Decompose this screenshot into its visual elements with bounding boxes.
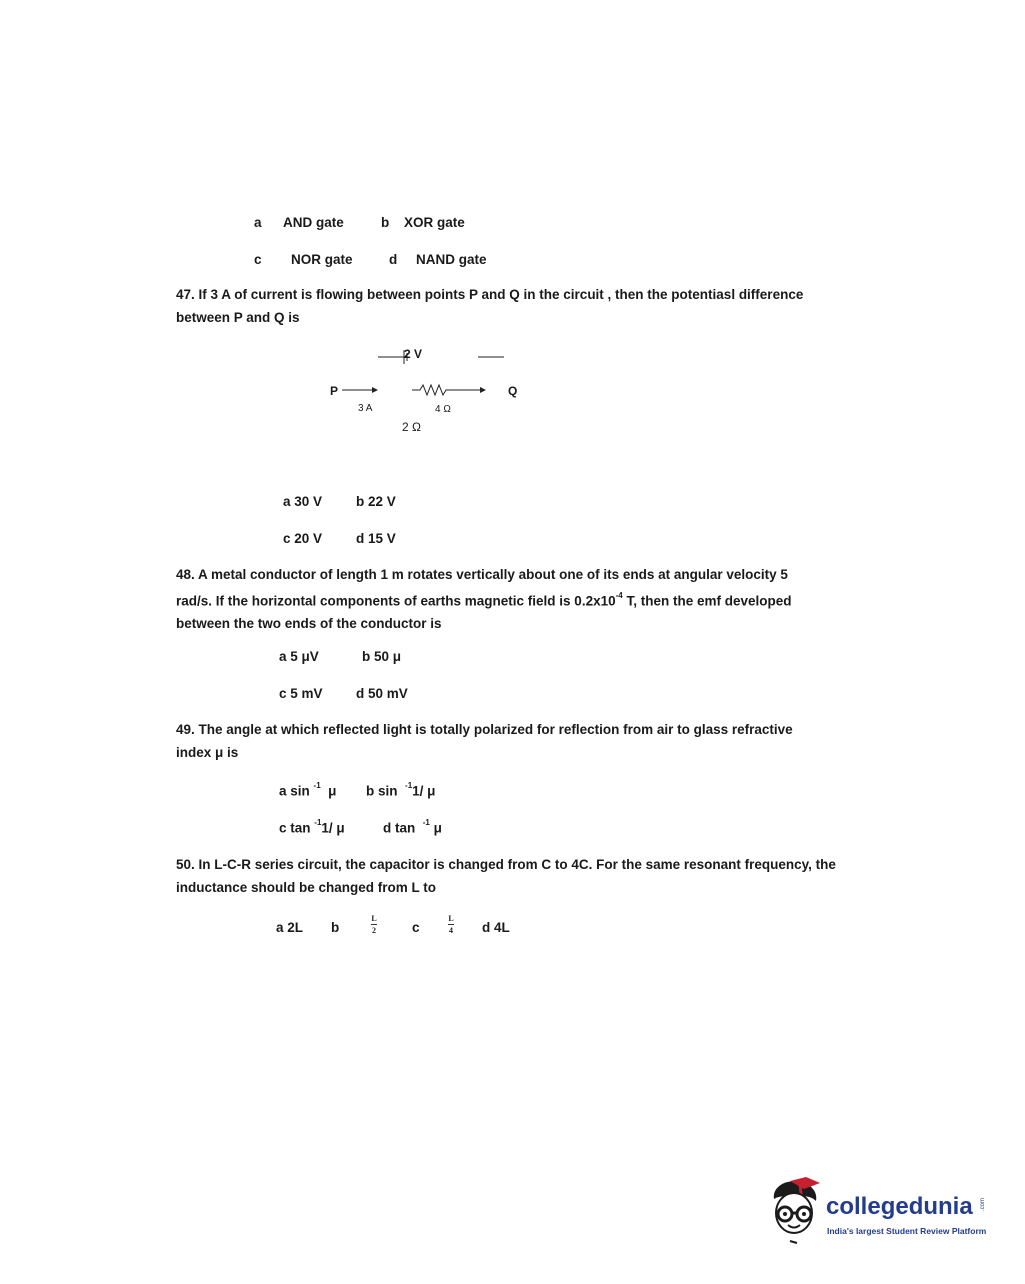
q50-option-b-fraction — [371, 914, 377, 935]
question-48-line-1: 48. A metal conductor of length 1 m rotates vertically about one of its ends at angular velocity 5 — [176, 567, 788, 582]
q49-option-d-arg: μ — [433, 820, 442, 836]
q49-option-b-exp: -1 — [405, 781, 413, 790]
q49-option-c-exp: -1 — [314, 818, 322, 827]
q50-option-c-denominator: 4 — [449, 926, 453, 935]
q47-option-d: d 15 V — [356, 531, 396, 546]
question-48-line-2a: rad/s. If the horizontal components of earths magnetic field is 0.2x10 — [176, 593, 616, 608]
q49-option-c — [279, 820, 345, 836]
question-48 — [176, 564, 876, 635]
fraction-bar — [371, 924, 377, 925]
q46-option-b: XOR gate — [404, 215, 465, 230]
q49-option-b — [366, 783, 435, 799]
battery-label: 2 V — [404, 347, 423, 361]
question-48-line-2 — [176, 587, 876, 613]
point-p-label: P — [330, 384, 339, 398]
q48-option-b: b 50 μ — [362, 649, 402, 664]
q49-option-d-exp: -1 — [422, 818, 430, 827]
q50-option-c-letter: c — [412, 920, 420, 935]
q48-option-d: d 50 mV — [356, 686, 408, 701]
q47-option-b: b 22 V — [356, 494, 396, 509]
current-label: 3 A — [358, 403, 373, 414]
question-50: 50. In L-C-R series circuit, the capacitor is changed from C to 4C. For the same resonant frequency, the inductance should be changed from L to — [176, 857, 836, 895]
q50-option-b-numerator: L — [371, 914, 377, 923]
q46-option-a-letter: a — [254, 215, 262, 230]
brand-tagline: India's largest Student Review Platform — [827, 1226, 987, 1236]
q47-option-c: c 20 V — [283, 531, 323, 546]
q46-option-d: NAND gate — [416, 252, 487, 267]
question-49 — [176, 719, 856, 764]
q50-option-c-fraction — [448, 914, 454, 935]
q49-option-a — [279, 783, 336, 799]
q50-option-a: a 2L — [276, 920, 304, 935]
q46-option-a: AND gate — [283, 215, 344, 230]
resistor-2-label: 2 Ω — [402, 420, 421, 434]
q50-option-d: d 4L — [482, 920, 510, 935]
q46-option-d-letter: d — [389, 252, 398, 267]
q47-option-a: a 30 V — [283, 494, 323, 509]
mascot-icon — [766, 1177, 824, 1247]
q49-option-a-arg: μ — [328, 783, 337, 799]
brand-suffix: .com — [980, 1198, 986, 1212]
question-49-line-2: index μ is — [176, 744, 239, 760]
q50-option-b-denominator: 2 — [372, 926, 376, 935]
q49-option-c-arg: 1/ μ — [321, 820, 345, 836]
q49-option-b-arg: 1/ μ — [412, 783, 436, 799]
fraction-bar — [448, 924, 454, 925]
question-49-line-1: 49. The angle at which reflected light is totally polarized for reflection from air to glass refractive — [176, 722, 793, 737]
q49-option-b-func: b sin — [366, 783, 398, 799]
q46-option-c-letter: c — [254, 252, 262, 267]
q49-option-d-func: d tan — [383, 820, 416, 836]
q49-option-a-exp: -1 — [313, 781, 321, 790]
q46-option-c: NOR gate — [291, 252, 353, 267]
question-48-line-3: between the two ends of the conductor is — [176, 615, 442, 631]
question-47: 47. If 3 A of current is flowing between points P and Q in the circuit , then the potentiasl difference between P and Q is — [176, 287, 804, 325]
q49-option-a-func: a sin — [279, 783, 310, 799]
q48-option-c: c 5 mV — [279, 686, 323, 701]
collegedunia-logo[interactable] — [766, 1175, 996, 1250]
circuit-wires — [320, 340, 540, 440]
q50-option-c-numerator: L — [448, 914, 454, 923]
question-48-exponent: -4 — [615, 590, 623, 600]
q49-option-c-func: c tan — [279, 820, 311, 836]
q46-option-b-letter: b — [381, 215, 390, 230]
resistor-4-label: 4 Ω — [435, 404, 451, 415]
q50-option-b-letter: b — [331, 920, 340, 935]
point-q-label: Q — [508, 384, 518, 398]
question-48-line-2b: T, then the emf developed — [622, 593, 792, 608]
q49-option-d — [383, 820, 442, 836]
q48-option-a: a 5 μV — [279, 649, 319, 664]
brand-name: collegedunia — [826, 1193, 973, 1220]
